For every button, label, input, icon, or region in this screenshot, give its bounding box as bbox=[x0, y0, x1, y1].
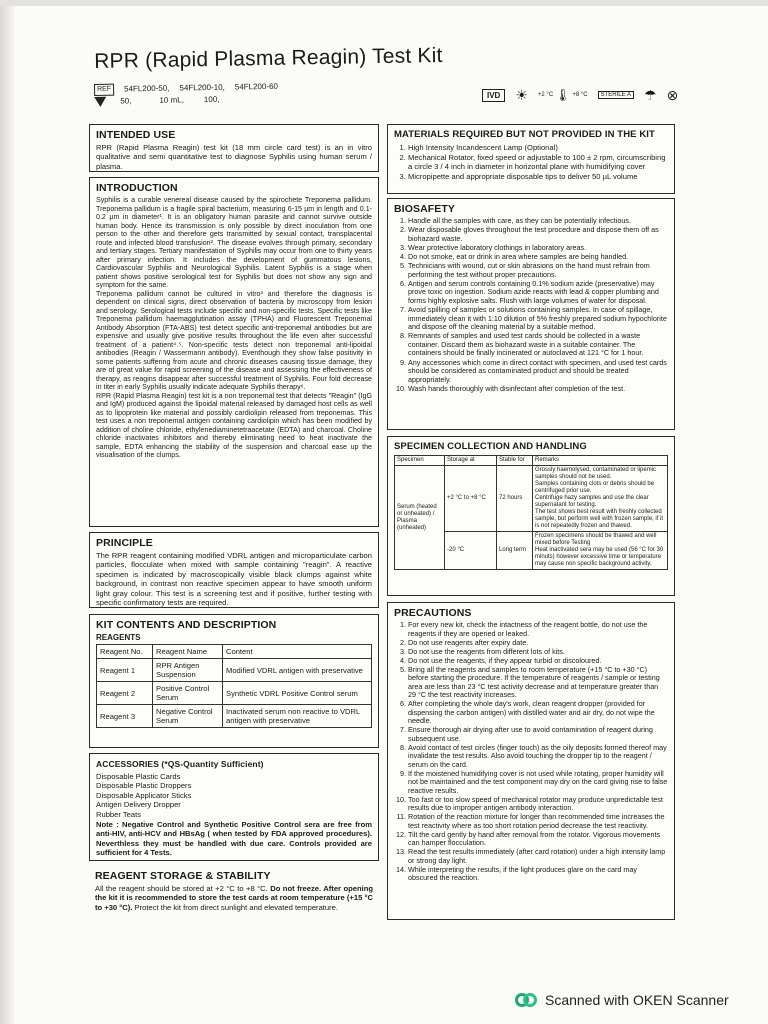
remark-item: The test shows best result with freshly collected sample, but perform well with frozen sample, if it is not repeatedly frozen and thawed. bbox=[535, 509, 664, 529]
table-row bbox=[395, 466, 668, 532]
table-cell: Modified VDRL antigen with preservative bbox=[223, 659, 372, 682]
list-item: 4. Do not use the reagents, if they appear turbid or discoloured. bbox=[408, 657, 668, 666]
list-item: 10. Wash hands thoroughly with disinfectant after completion of the test. bbox=[408, 385, 668, 394]
table-cell bbox=[533, 532, 668, 570]
column-header: Storage at bbox=[445, 456, 497, 466]
accessory-item: Disposable Plastic Droppers bbox=[96, 781, 192, 791]
document-title: RPR (Rapid Plasma Reagin) Test Kit bbox=[94, 43, 443, 73]
column-header: Reagent No. bbox=[97, 645, 153, 659]
do-not-reuse-icon: ⊗ bbox=[666, 87, 679, 103]
ivd-label: IVD bbox=[482, 89, 505, 102]
remark-item: Frozen specimens should be thawed and well mixed before Testing bbox=[535, 533, 657, 546]
precautions-heading: PRECAUTIONS bbox=[394, 607, 472, 619]
list-item: 1. For every new kit, check the intactness of the reagent bottle, do not use the reagents if they are opened or leaked. bbox=[408, 621, 668, 638]
list-item: 3. Wear protective laboratory clothings in laboratory areas. bbox=[408, 244, 668, 253]
column-header: Stable for bbox=[497, 456, 533, 466]
specimen-type-cell: Serum (heated or unheated) / Plasma (unheated) bbox=[395, 466, 445, 570]
materials-heading: MATERIALS REQUIRED BUT NOT PROVIDED IN THE KIT bbox=[394, 129, 655, 140]
accessories-note: Note : Negative Control and Synthetic Positive Control sera are free from anti-HIV, anti-HCV and HBsAg ( when tested by FDA approved procedures). Neverthless they must be handled with due care. Controls provided are sufficient for 4 Tests. bbox=[96, 820, 372, 858]
table-header-row bbox=[395, 456, 668, 466]
precautions-list bbox=[394, 621, 668, 883]
list-item: 7. Ensure thorough air drying after use to avoid contamination of reagent during subsequent use. bbox=[408, 726, 668, 743]
test-count-2: 10 mL, bbox=[159, 95, 184, 105]
table-cell: Negative Control Serum bbox=[153, 705, 223, 728]
column-header: Content bbox=[223, 645, 372, 659]
accessory-item: Antigen Delivery Dropper bbox=[96, 800, 181, 810]
remark-item: Heat inactivated sera may be used (56 °C for 30 minuts) however excessive time or temperature may cause non specific background activity. bbox=[535, 547, 664, 567]
remark-item: Samples containing clots or debris should be centrifuged prior use. bbox=[535, 481, 655, 494]
regulatory-symbols bbox=[482, 88, 678, 102]
introduction-section bbox=[89, 177, 379, 527]
page-edge-shadow bbox=[0, 0, 14, 1024]
list-item: 4. Do not smoke, eat or drink in area where samples are being handled. bbox=[408, 253, 668, 262]
test-count-1: 50, bbox=[120, 96, 132, 106]
table-cell: Reagent 1 bbox=[97, 659, 153, 682]
list-item: 1. Handle all the samples with care, as they can be potentially infectious. bbox=[408, 217, 668, 226]
materials-list bbox=[394, 143, 668, 182]
list-item: 14. While interpreting the results, if the light produces glare on the card may obscured the reaction. bbox=[408, 866, 668, 883]
list-item: 2. Wear disposable gloves throughout the test procedure and dispose them off as biohazard waste. bbox=[408, 226, 668, 243]
scanner-watermark bbox=[515, 992, 729, 1008]
list-item: 13. Read the test results immediately (after card rotation) under a high intensity lamp or strong day light. bbox=[408, 848, 668, 865]
sterile-icon: STERILE A bbox=[598, 91, 634, 99]
temperature-limit-icon: +2 °C 🌡 +8 °C bbox=[537, 88, 588, 102]
list-item: 10. Too fast or too slow speed of mechanical rotator may produce unpredictable test results due to improper antigen antibody interaction. bbox=[408, 796, 668, 813]
table-cell: -20 °C bbox=[445, 532, 497, 570]
list-item: 1. High Intensity Incandescent Lamp (Optional) bbox=[408, 143, 668, 152]
table-cell: Long term bbox=[497, 532, 533, 570]
ref-label: REF bbox=[94, 84, 114, 96]
accessory-item: Disposable Applicator Sticks bbox=[96, 790, 192, 800]
table-row bbox=[97, 659, 372, 682]
biosafety-section bbox=[387, 198, 675, 430]
principle-text: The RPR reagent containing modified VDRL antigen and microparticulate carbon particles, flocculate when mixed with sample containing "reagin". A reactive specimen is indicated by macroscopically visible black clumps against white background, in contrast non reactive specimen appear to have smooth uniform light gray colour. This test is a screening test and if positive, further testing with specific confirmatory tests are required. bbox=[96, 551, 372, 608]
sun-protect-icon: ☀ bbox=[515, 87, 528, 103]
page-top-edge bbox=[0, 0, 768, 6]
storage-text-end: Protect the kit from direct sunlight and elevated temperature. bbox=[134, 902, 338, 912]
principle-heading: PRINCIPLE bbox=[96, 537, 153, 549]
table-cell: Positive Control Serum bbox=[153, 682, 223, 705]
table-cell bbox=[533, 466, 668, 532]
column-header: Specimen bbox=[395, 456, 445, 466]
biosafety-list bbox=[394, 217, 668, 393]
list-item: 11. Rotation of the reaction mixture for longer than recommended time increases the test reactivity where as too short rotation period decrease the test reactivity. bbox=[408, 813, 668, 830]
storage-text-bold: Do not freeze. After opening the kit it is recommended to store the test cards at room temperature (+15 °C to +30 °C). bbox=[95, 884, 373, 912]
kit-contents-section bbox=[89, 614, 379, 748]
list-item: 9. Any accessories which come in direct contact with specimen, and used test cards should be considered as contaminated product and should be treated appropriately. bbox=[408, 359, 668, 385]
accessory-item: Disposable Plastic Cards bbox=[96, 772, 181, 781]
introduction-paragraph-3: RPR (Rapid Plasma Reagin) test kit is a non treponemal test that detects "Reagin" (IgG and IgM) produced against the lipoidal material released by damaged host cells as well as to lipoprotein like material and possibly cardiolipin released from treponemas. This test uses a non treponemal antigen containing cardiolipin which has been modified by addition of choline chloride, ethylenediaminetetraacetate (EDTA) and charcoal. Choline chloride inactivates inhibitors and thereby eliminating need to heat inactivate the sample, EDTA enhancing the stability of the suspension and charcoal ease up the visualisation of the clumps. bbox=[96, 391, 372, 459]
specimen-heading: SPECIMEN COLLECTION AND HANDLING bbox=[394, 441, 587, 452]
materials-section bbox=[387, 124, 675, 194]
reagents-subheading: REAGENTS bbox=[96, 633, 141, 642]
storage-section bbox=[89, 866, 379, 920]
kit-contents-heading: KIT CONTENTS AND DESCRIPTION bbox=[96, 619, 277, 631]
accessories-section bbox=[89, 753, 379, 861]
ref-code-3: 54FL200-60 bbox=[234, 81, 279, 92]
accessories-heading: ACCESSORIES (*QS-Quantity Sufficient) bbox=[96, 759, 264, 769]
scanner-text: Scanned with OKEN Scanner bbox=[545, 992, 729, 1008]
list-item: 8. Avoid contact of test circles (finger touch) as the oily deposits formed thereof may invalidate the test results. Also avoid touching the dropper tip to the reagent / serum on the card. bbox=[408, 744, 668, 770]
table-cell: 72 hours bbox=[497, 466, 533, 532]
table-cell: Synthetic VDRL Positive Control serum bbox=[223, 682, 372, 705]
specimen-table bbox=[394, 455, 668, 570]
intended-use-heading: INTENDED USE bbox=[96, 129, 176, 141]
reagents-table bbox=[96, 644, 372, 728]
list-item: 6. Antigen and serum controls containing 0.1% sodium azide (preservative) may prove toxic on ingestion. Sodium azide reacts with lead & copper plumbing and forms highly explosive salts. Flush with large volumes of water for disposal. bbox=[408, 280, 668, 306]
list-item: 5. Technicians with wound, cut or skin abrasions on the hand must refrain from performing the test without proper precautions. bbox=[408, 262, 668, 279]
table-cell: +2 °C to +8 °C bbox=[445, 466, 497, 532]
list-item: 5. Bring all the reagents and samples to room temperature (+15 °C to +30 °C) before starting the procedure. If the temperature of reagents / sample or testing area are less than 23 °C test activity decrease and at temperature greater than 29 °C the test reactivity increases. bbox=[408, 666, 668, 700]
specimen-section bbox=[387, 436, 675, 596]
table-cell: Reagent 2 bbox=[97, 682, 153, 705]
list-item: 12. Tilt the card gently by hand after removal from the rotator. Vigorous movements can hamper flocculation. bbox=[408, 831, 668, 848]
list-item: 2. Mechanical Rotator, fixed speed or adjustable to 100 ± 2 rpm, circumscribing a circle 3 / 4 inch in diameter in horizontal plane with humidifying cover bbox=[408, 153, 668, 172]
remark-item: Grossly haemolysed, contaminated or lipemic samples should not be used. bbox=[535, 467, 657, 480]
intended-use-text: RPR (Rapid Plasma Reagin) test kit (18 mm circle card test) is an in vitro qualitative and semi quantitative test to diagnose Syphilis using human serum / plasma. bbox=[96, 143, 372, 171]
remark-item: Centrifuge hazy samples and use the clear supernatant for testing. bbox=[535, 495, 649, 508]
list-item: 2. Do not use reagents after expiry date. bbox=[408, 639, 668, 648]
list-item: 3. Micropipette and appropriate disposable tips to deliver 50 µL volume bbox=[408, 172, 668, 181]
list-item: 7. Avoid spilling of samples or solutions containing samples. In case of spillage, immediately clean it with 1:10 dilution of 5% freshly prepared sodium hypochlorite and dispose off the cleaning material by a suitable method. bbox=[408, 306, 668, 332]
introduction-heading: INTRODUCTION bbox=[96, 182, 178, 194]
list-item: 3. Do not use the reagents from different lots of kits. bbox=[408, 648, 668, 657]
table-row bbox=[97, 705, 372, 728]
column-header: Reagent Name bbox=[153, 645, 223, 659]
list-item: 8. Remnants of samples and used test cards should be collected in a waste container. Discard them as biohazard waste in a suitable container. The containers should be finally incinerated or autoclaved at 121 °C for 1 hour. bbox=[408, 332, 668, 358]
reference-info bbox=[94, 81, 278, 107]
table-cell: RPR Antigen Suspension bbox=[153, 659, 223, 682]
storage-text bbox=[95, 884, 373, 912]
table-header-row bbox=[97, 645, 372, 659]
intended-use-section bbox=[89, 124, 379, 172]
storage-text-plain: All the reagent should be stored at +2 °C to +8 °C. bbox=[95, 884, 271, 893]
introduction-paragraph-1: Syphilis is a curable venereal disease caused by the spirochete Treponema pallidum. Treponema pallidum is a fragile spiral bacterium, measuring 6-15 µm in length and 0.1-0.2 µm in diameter¹. It is an obligatory human parasite and cannot survive outside human body. Hence its transmission is only possible by direct inoculation from one person to the other and therefore gets transmitted by sexual contact, transplacental route and infected blood transfusion². The disease evolves through primary, secondary and tertiary stages. Tertiary manifestation of Syphilis may occur from one to thirty years after primary infection. It includes the development of gummatous lesions, Cardiovascular Syphilis and Neurological Syphilis. Latent Syphilis is a stage when patient shows positive serological test for Syphilis but does not show any sign and symptom for the same. bbox=[96, 196, 372, 289]
introduction-paragraph-2: Treponema pallidum cannot be cultured in vitro³ and therefore the diagnosis is dependent on clinical signs, direct observation of bacteria by microscopy from lesion and serology. Serological tests include specific and non-specific tests. Specific tests like Treponema pallidum haemagglutination assay (TPHA) and Fluorescent Treponemal Antibody Absorption (FTA-ABS) test detect specific anti-treponemal antibodies but are expensive and usually give positive results throughout the life even after successful treatment of a patient⁴˒⁵. Non-specific tests detect non treponemal anti-lipoidal antibodies (Reagin / Wassermann antibody). Eventhough they show false positivity in some patients suffering from acute and chronic diseases causing tissue damage, they are of great value for rapid screening of the disease and assessing the effectiveness of therapy, as reagins disappear after successful treatment of Syphilis. Four fold decrease in titer in early Syphilis usually indicate adequate Syphilis therapy⁶. bbox=[96, 289, 372, 391]
list-item: 6. After completing the whole day's work, clean reagent dropper (provided for dispensing the carbon antigen) with distilled water and air dry, do not wipe the needle. bbox=[408, 700, 668, 726]
keep-dry-icon: ☂ bbox=[644, 87, 657, 103]
biosafety-heading: BIOSAFETY bbox=[394, 203, 455, 215]
storage-heading: REAGENT STORAGE & STABILITY bbox=[95, 870, 271, 882]
ref-code-1: 54FL200-50, bbox=[124, 83, 170, 94]
tests-count-icon bbox=[94, 97, 106, 107]
accessory-item: Rubber Teats bbox=[96, 809, 142, 819]
table-cell: Inactivated serum non reactive to VDRL antigen with preservative bbox=[223, 705, 372, 728]
principle-section bbox=[89, 532, 379, 608]
ref-code-2: 54FL200-10, bbox=[179, 82, 225, 93]
precautions-section bbox=[387, 602, 675, 920]
oken-logo-icon bbox=[515, 992, 537, 1008]
table-row bbox=[97, 682, 372, 705]
table-cell: Reagent 3 bbox=[97, 705, 153, 728]
test-count-3: 100, bbox=[203, 94, 220, 105]
list-item: 9. If the moistened humidifying cover is not used while rotating, proper humidity will not be maintained and the test component may dry on the card giving rise to false reactive results. bbox=[408, 770, 668, 796]
column-header: Remarks bbox=[533, 456, 668, 466]
